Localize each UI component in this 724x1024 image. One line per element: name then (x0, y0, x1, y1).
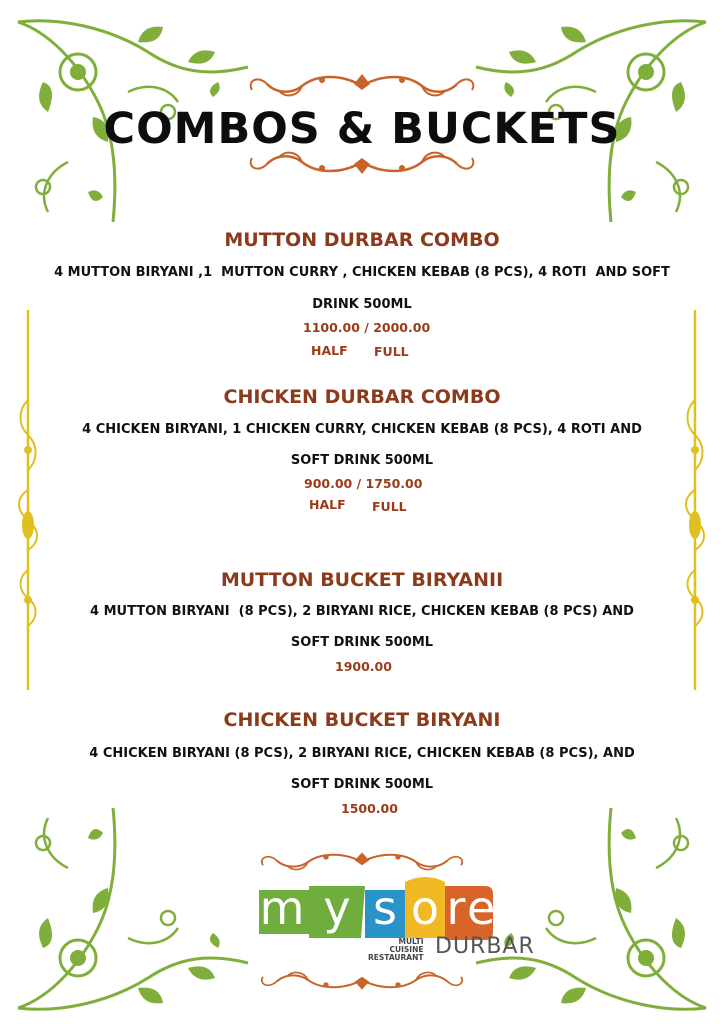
combo-name: MUTTON DURBAR COMBO (224, 229, 500, 251)
logo-tagline-line: CUISINE (389, 945, 424, 954)
combo-description: 4 MUTTON BIRYANI ,1 MUTTON CURRY , CHICKEN KEBAB (8 PCS), 4 ROTI AND SOFT (54, 265, 670, 280)
page-title: COMBOS & BUCKETS (103, 104, 621, 154)
logo-letter: m (259, 881, 305, 935)
combo-price: 1500.00 (341, 801, 398, 816)
full-label: FULL (374, 344, 409, 359)
logo-tagline-line: RESTAURANT (368, 953, 424, 962)
logo-letter: y (323, 881, 351, 935)
logo-letter: s (373, 881, 397, 935)
combo-description: 4 CHICKEN BIRYANI (8 PCS), 2 BIRYANI RICE, CHICKEN KEBAB (8 PCS), AND (89, 746, 635, 761)
logo-durbar-text: DURBAR (435, 934, 535, 959)
combo-name: CHICKEN DURBAR COMBO (223, 386, 501, 408)
combo-description: SOFT DRINK 500ML (290, 453, 434, 468)
combo-description: SOFT DRINK 500ML (290, 635, 434, 650)
combo-name: MUTTON BUCKET BIRYANII (220, 569, 504, 591)
combo-name: CHICKEN BUCKET BIRYANI (223, 709, 501, 731)
logo-letter: o (410, 881, 440, 935)
logo-tagline-line: MULTI (398, 937, 424, 946)
logo-letter: e (467, 881, 496, 935)
combo-description: SOFT DRINK 500ML (290, 777, 434, 792)
restaurant-logo (255, 876, 535, 971)
logo-letter: r (446, 881, 466, 935)
combo-price: 900.00 / 1750.00 (304, 476, 423, 491)
combo-description: DRINK 500ML (312, 297, 412, 312)
logo-tagline (368, 938, 423, 962)
logo-wordmark (255, 878, 496, 940)
combo-price: 1100.00 / 2000.00 (303, 320, 431, 335)
half-label: HALF (311, 343, 348, 358)
combo-price: 1900.00 (335, 659, 392, 674)
combo-description: 4 MUTTON BIRYANI (8 PCS), 2 BIRYANI RICE, CHICKEN KEBAB (8 PCS) AND (90, 604, 634, 619)
half-label: HALF (309, 497, 346, 512)
full-label: FULL (372, 499, 407, 514)
combo-description: 4 CHICKEN BIRYANI, 1 CHICKEN CURRY, CHICKEN KEBAB (8 PCS), 4 ROTI AND (82, 422, 642, 437)
